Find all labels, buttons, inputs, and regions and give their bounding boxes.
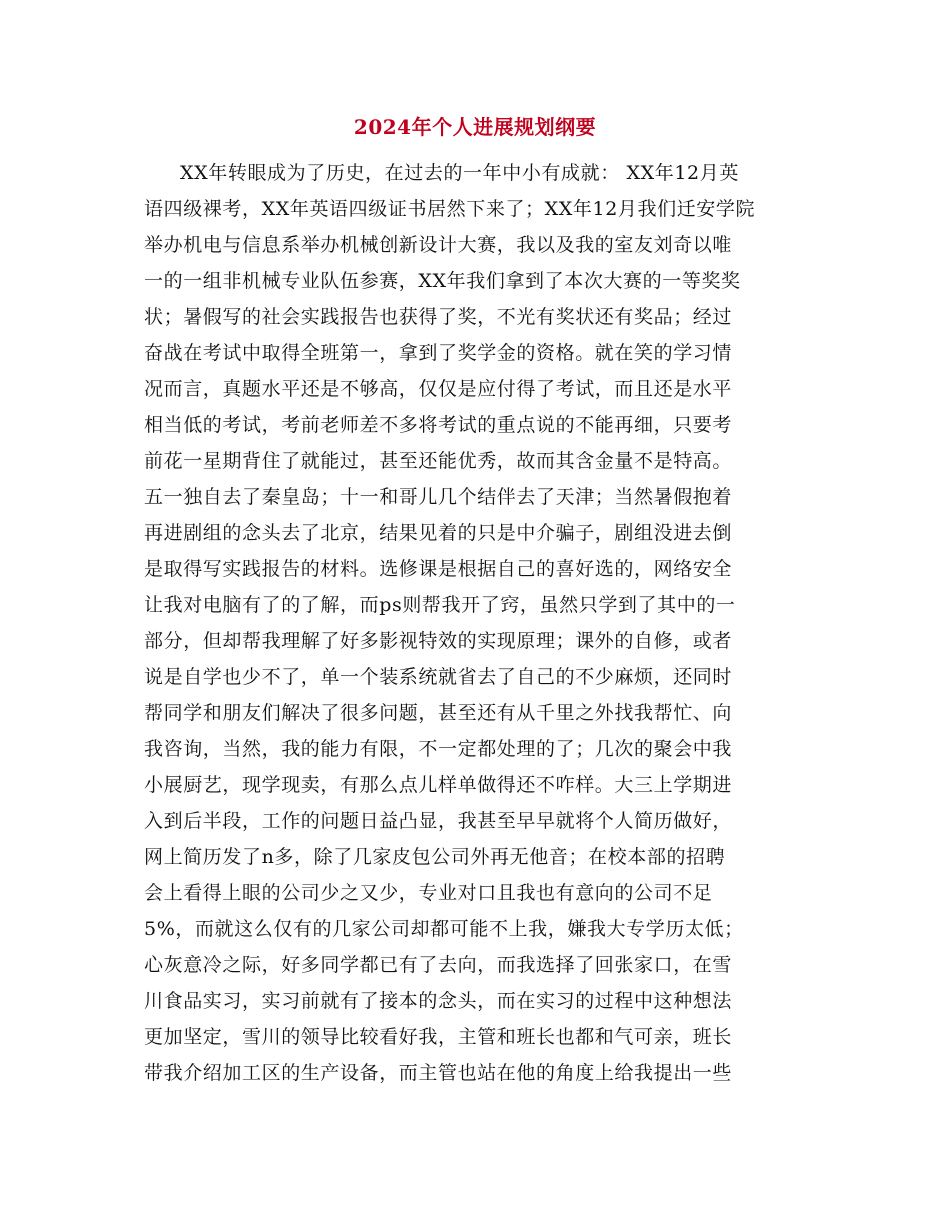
body-line: 会上看得上眼的公司少之又少，专业对口且我也有意向的公司不足 <box>144 882 713 904</box>
body-line: 网上简历发了n多，除了几家皮包公司外再无他音；在校本部的招聘 <box>144 846 726 868</box>
body-line: 我咨询，当然，我的能力有限，不一定都处理的了；几次的聚会中我 <box>144 738 733 760</box>
body-line: 说是自学也少不了，单一个装系统就省去了自己的不少麻烦，还同时 <box>144 666 733 688</box>
body-line: 奋战在考试中取得全班第一，拿到了奖学金的资格。就在笑的学习情 <box>144 342 733 364</box>
body-line: 状；暑假写的社会实践报告也获得了奖，不光有奖状还有奖品；经过 <box>144 306 733 328</box>
body-line: 举办机电与信息系举办机械创新设计大赛，我以及我的室友刘奇以唯 <box>144 234 733 256</box>
document-title: 2024年个人进展规划纲要 <box>353 115 597 139</box>
body-line: 语四级裸考，XX年英语四级证书居然下来了；XX年12月我们迁安学院 <box>144 198 756 220</box>
body-line: 更加坚定，雪川的领导比较看好我，主管和班长也都和气可亲，班长 <box>144 1026 733 1048</box>
body-line: 小展厨艺，现学现卖，有那么点儿样单做得还不咋样。大三上学期进 <box>144 774 733 796</box>
body-line: 再进剧组的念头去了北京，结果见着的只是中介骗子，剧组没进去倒 <box>144 522 733 544</box>
body-line: 五一独自去了秦皇岛；十一和哥儿几个结伴去了天津；当然暑假抱着 <box>144 486 733 508</box>
body-line: 心灰意冷之际，好多同学都已有了去向，而我选择了回张家口，在雪 <box>144 954 733 976</box>
body-line: 帮同学和朋友们解决了很多问题，甚至还有从千里之外找我帮忙、向 <box>144 702 733 724</box>
body-line: 入到后半段，工作的问题日益凸显，我甚至早早就将个人简历做好， <box>144 810 733 832</box>
body-line: 川食品实习，实习前就有了接本的念头，而在实习的过程中这种想法 <box>144 990 733 1012</box>
body-line: 一的一组非机械专业队伍参赛，XX年我们拿到了本次大赛的一等奖奖 <box>144 270 741 292</box>
body-line: 带我介绍加工区的生产设备，而主管也站在他的角度上给我提出一些 <box>144 1062 733 1084</box>
body-line: 相当低的考试，考前老师差不多将考试的重点说的不能再细，只要考 <box>144 414 733 436</box>
body-line: 让我对电脑有了的了解，而ps则帮我开了窍，虽然只学到了其中的一 <box>144 594 736 616</box>
body-line: 5%，而就这么仅有的几家公司却都可能不上我，嫌我大专学历太低； <box>144 918 744 940</box>
body-line: XX年转眼成为了历史，在过去的一年中小有成就： XX年12月英 <box>180 162 739 184</box>
body-line: 是取得写实践报告的材料。选修课是根据自己的喜好选的，网络安全 <box>144 558 733 580</box>
body-line: 前花一星期背住了就能过，甚至还能优秀，故而其含金量不是特高。 <box>144 450 733 472</box>
body-line: 部分，但却帮我理解了好多影视特效的实现原理；课外的自修，或者 <box>144 630 733 652</box>
body-line: 况而言，真题水平还是不够高，仅仅是应付得了考试，而且还是水平 <box>144 378 733 400</box>
